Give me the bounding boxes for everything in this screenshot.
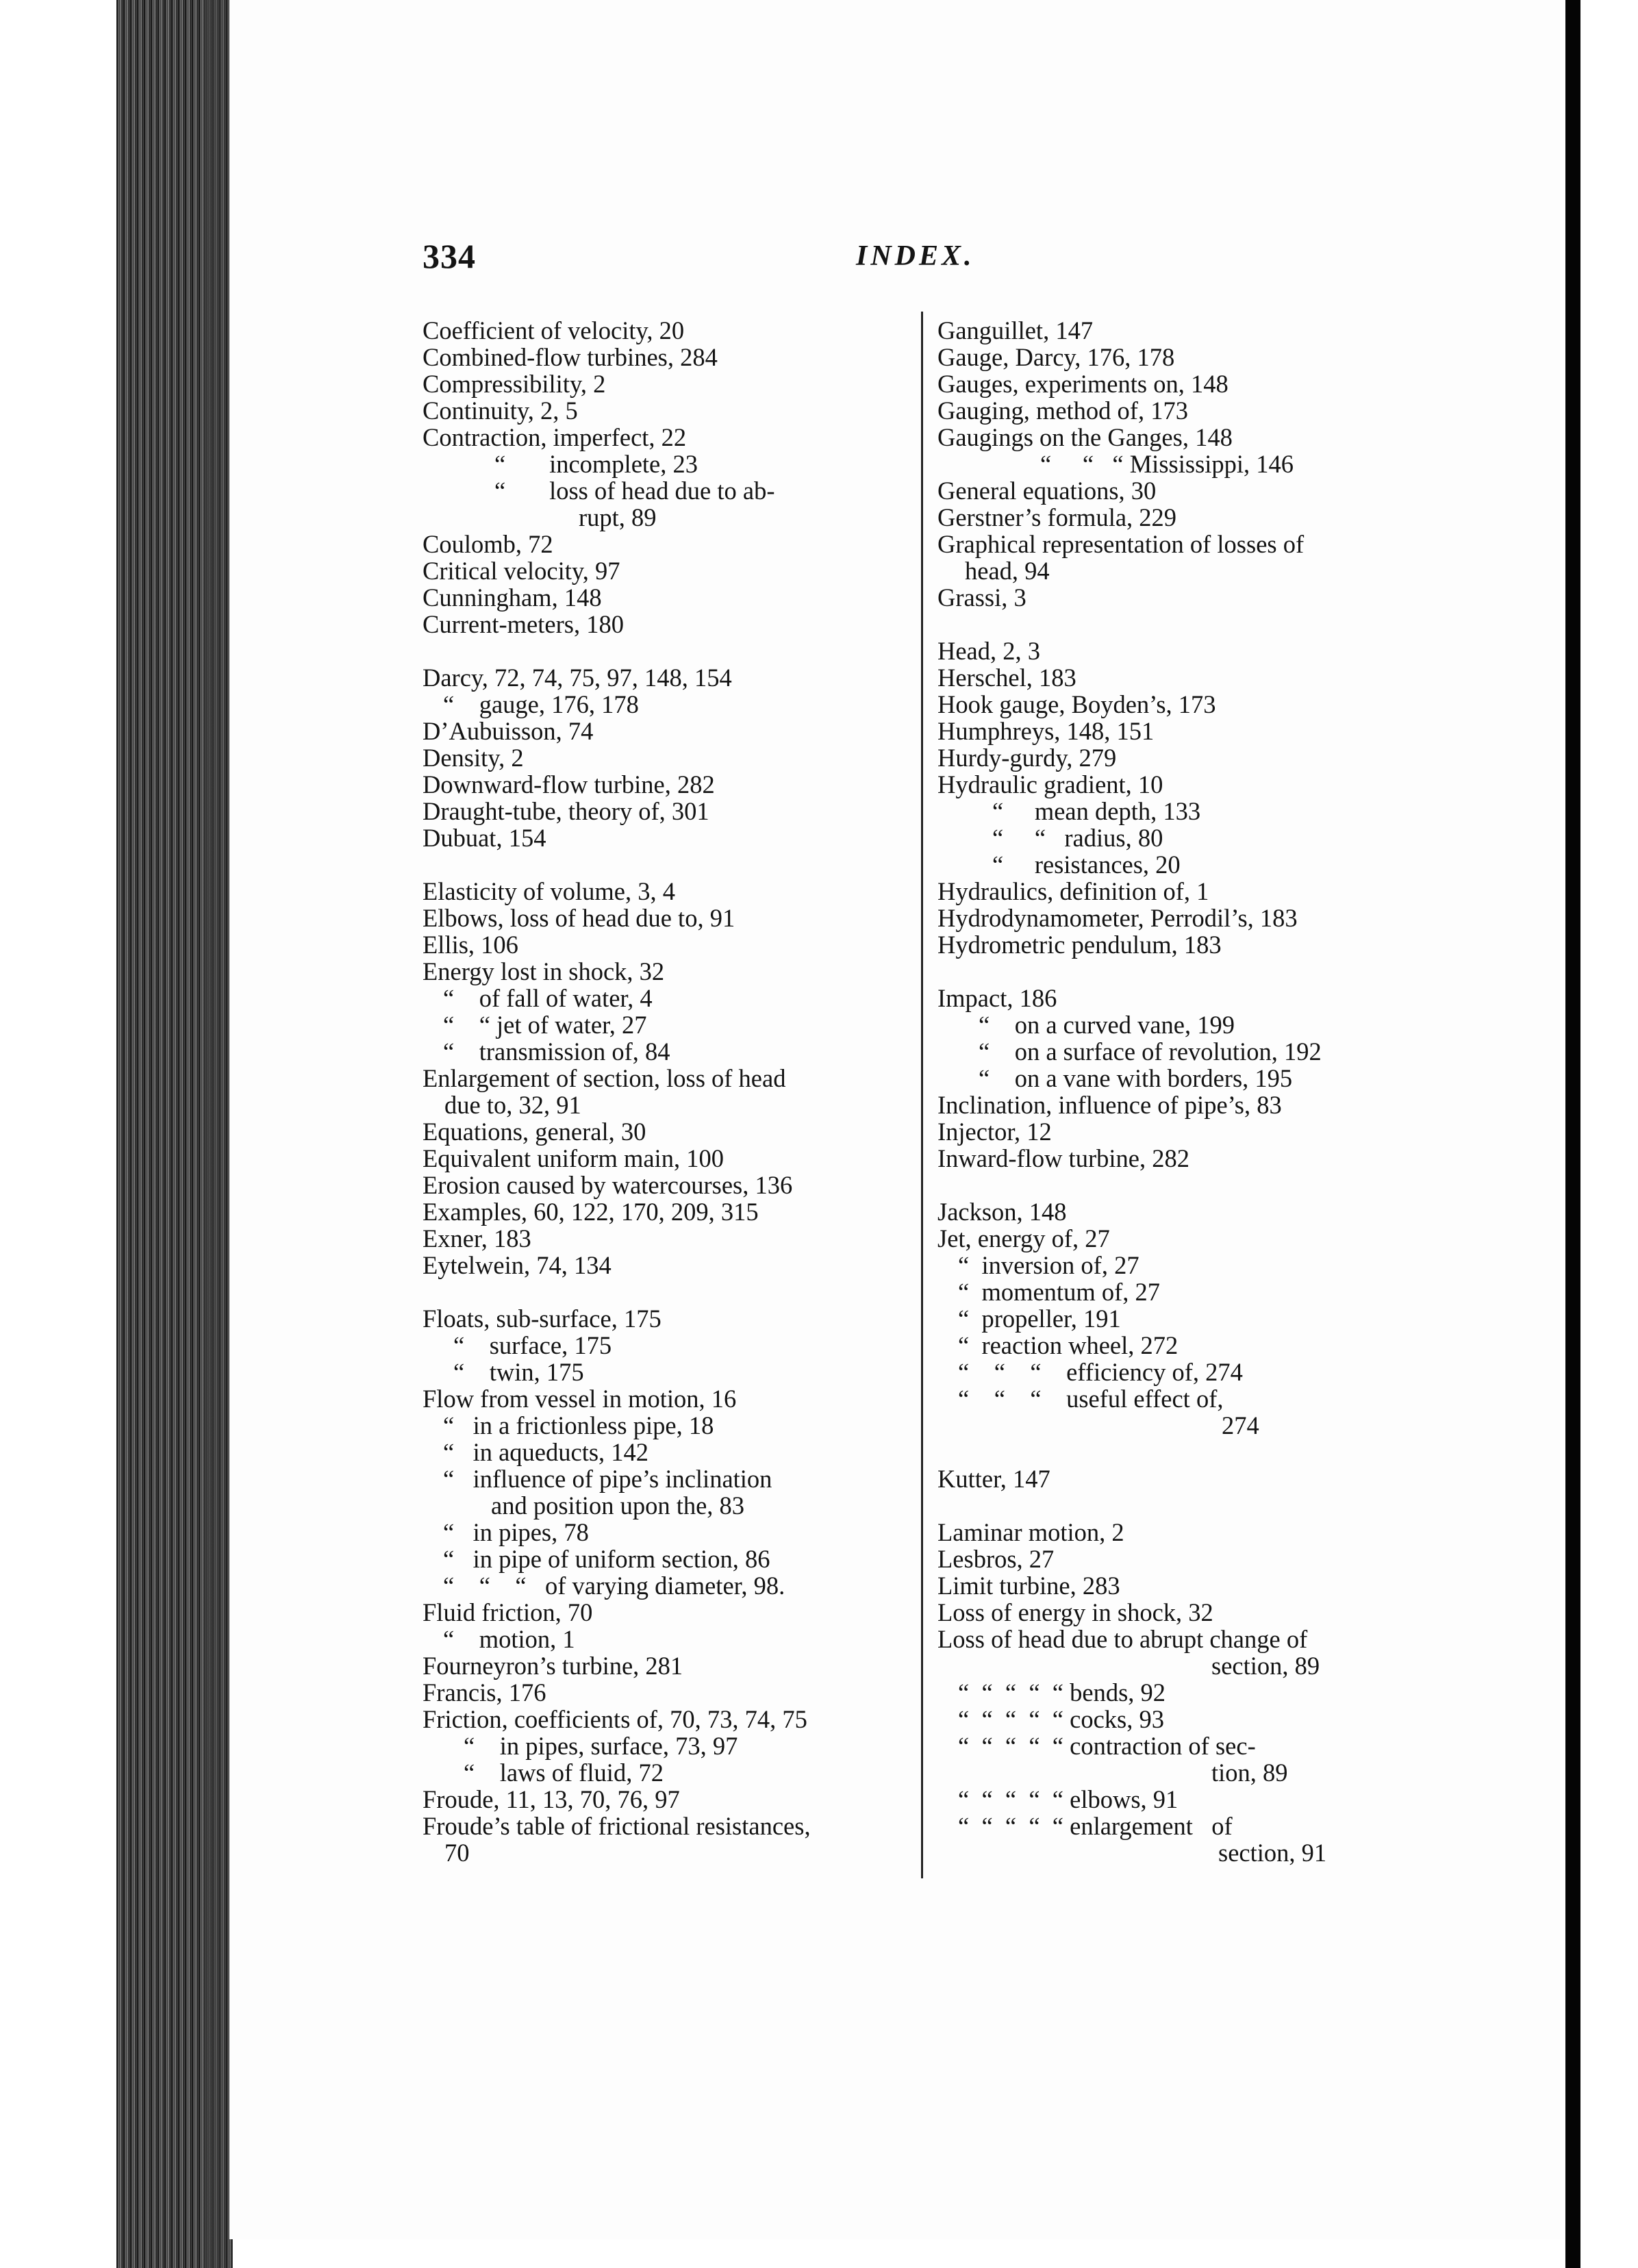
index-entry: Downward-flow turbine, 282 xyxy=(423,770,715,798)
index-entry: Gauging, method of, 173 xyxy=(937,396,1188,425)
index-entry: due to, 32, 91 xyxy=(444,1091,581,1119)
index-entry: Critical velocity, 97 xyxy=(423,557,620,585)
index-entry: “ in aqueducts, 142 xyxy=(443,1438,649,1466)
index-entry: Francis, 176 xyxy=(423,1678,546,1706)
index-entry: “ in pipe of uniform section, 86 xyxy=(443,1545,770,1573)
index-entry: “ “ “ “ “ contraction of sec- xyxy=(958,1732,1256,1760)
index-entry: Loss of energy in shock, 32 xyxy=(937,1598,1213,1626)
index-entry: “ resistances, 20 xyxy=(992,850,1181,879)
index-entry: Herschel, 183 xyxy=(937,664,1076,692)
index-entry: Graphical representation of losses of xyxy=(937,530,1305,558)
index-entry: 70 xyxy=(444,1839,470,1867)
index-entry: Continuity, 2, 5 xyxy=(423,396,578,425)
index-entry: Humphreys, 148, 151 xyxy=(937,717,1155,745)
index-entry: 274 xyxy=(1222,1411,1259,1439)
index-entry: Ellis, 106 xyxy=(423,931,518,959)
index-entry: “ “ “ useful effect of, xyxy=(958,1385,1224,1413)
index-entry: head, 94 xyxy=(965,557,1050,585)
index-entry: Gaugings on the Ganges, 148 xyxy=(937,423,1233,451)
index-entry: “ “ “ “ “ enlargement of xyxy=(958,1812,1233,1840)
index-entry: Contraction, imperfect, 22 xyxy=(423,423,687,451)
index-entry: Hydraulics, definition of, 1 xyxy=(937,877,1209,905)
index-entry: Hydrodynamometer, Perrodil’s, 183 xyxy=(937,904,1298,932)
index-entry: Jackson, 148 xyxy=(937,1198,1067,1226)
index-entry: Gauge, Darcy, 176, 178 xyxy=(937,343,1175,371)
index-entry: “ loss of head due to ab- xyxy=(494,477,775,505)
index-entry: Froude’s table of frictional resistances, xyxy=(423,1812,811,1840)
index-entry: “ “ radius, 80 xyxy=(992,824,1163,852)
index-entry: “ propeller, 191 xyxy=(958,1305,1121,1333)
index-entry: “ twin, 175 xyxy=(453,1358,584,1386)
index-entry: Lesbros, 27 xyxy=(937,1545,1055,1573)
index-entry: Energy lost in shock, 32 xyxy=(423,957,665,985)
index-entry: “ momentum of, 27 xyxy=(958,1278,1160,1306)
index-entry: “ mean depth, 133 xyxy=(992,797,1201,825)
column-divider xyxy=(921,312,923,1878)
index-entry: “ of fall of water, 4 xyxy=(443,984,653,1012)
index-entry: “ “ “ Mississippi, 146 xyxy=(1040,450,1294,478)
index-entry: Inward-flow turbine, 282 xyxy=(937,1144,1189,1172)
index-entry: “ reaction wheel, 272 xyxy=(958,1331,1179,1359)
index-entry: Coefficient of velocity, 20 xyxy=(423,316,685,344)
page-number: 334 xyxy=(423,237,476,275)
index-entry: General equations, 30 xyxy=(937,477,1157,505)
index-entry: and position upon the, 83 xyxy=(491,1491,745,1520)
index-entry: “ on a vane with borders, 195 xyxy=(979,1064,1293,1092)
index-entry: Laminar motion, 2 xyxy=(937,1518,1124,1546)
index-entry: Impact, 186 xyxy=(937,984,1057,1012)
index-gap xyxy=(937,1492,1417,1519)
index-entry: “ “ “ “ “ elbows, 91 xyxy=(958,1785,1179,1813)
index-entry: Erosion caused by watercourses, 136 xyxy=(423,1171,793,1199)
index-entry: Kutter, 147 xyxy=(937,1465,1050,1493)
index-entry: Elasticity of volume, 3, 4 xyxy=(423,877,675,905)
index-entry: Injector, 12 xyxy=(937,1118,1052,1146)
index-entry: “ “ “ efficiency of, 274 xyxy=(958,1358,1243,1386)
index-entry: Current-meters, 180 xyxy=(423,610,624,638)
index-entry: Floats, sub-surface, 175 xyxy=(423,1305,662,1333)
index-column-right xyxy=(937,317,1417,1866)
index-gap xyxy=(937,1439,1417,1465)
index-entry: tion, 89 xyxy=(1211,1759,1288,1787)
index-gap xyxy=(423,851,914,878)
index-entry: section, 91 xyxy=(1218,1839,1327,1867)
index-entry: Head, 2, 3 xyxy=(937,637,1041,665)
index-entry: Ganguillet, 147 xyxy=(937,316,1094,344)
index-entry: Gerstner’s formula, 229 xyxy=(937,503,1177,531)
index-entry: Draught-tube, theory of, 301 xyxy=(423,797,709,825)
index-entry: Hydrometric pendulum, 183 xyxy=(937,931,1222,959)
index-entry: section, 89 xyxy=(1211,1652,1320,1680)
index-gap xyxy=(423,638,914,664)
index-entry: Density, 2 xyxy=(423,744,524,772)
index-entry: Dubuat, 154 xyxy=(423,824,546,852)
index-entry: “ in pipes, 78 xyxy=(443,1518,589,1546)
index-column-left xyxy=(423,317,914,1866)
index-entry: Compressibility, 2 xyxy=(423,370,606,398)
book-gutter-shadow xyxy=(205,0,233,2268)
index-entry: Flow from vessel in motion, 16 xyxy=(423,1385,737,1413)
index-entry: Enlargement of section, loss of head xyxy=(423,1064,786,1092)
index-entry: Limit turbine, 283 xyxy=(937,1572,1120,1600)
index-entry: Loss of head due to abrupt change of xyxy=(937,1625,1308,1653)
index-entry: Hook gauge, Boyden’s, 173 xyxy=(937,690,1216,718)
index-entry: Equations, general, 30 xyxy=(423,1118,646,1146)
index-entry: Coulomb, 72 xyxy=(423,530,553,558)
index-gap xyxy=(423,1278,914,1305)
index-entry: Inclination, influence of pipe’s, 83 xyxy=(937,1091,1282,1119)
index-entry: Eytelwein, 74, 134 xyxy=(423,1251,612,1279)
index-entry: Elbows, loss of head due to, 91 xyxy=(423,904,735,932)
index-entry: “ “ “ “ “ cocks, 93 xyxy=(958,1705,1164,1733)
index-entry: “ on a curved vane, 199 xyxy=(979,1011,1235,1039)
index-entry: “ surface, 175 xyxy=(453,1331,612,1359)
index-entry: Gauges, experiments on, 148 xyxy=(937,370,1228,398)
index-entry: Jet, energy of, 27 xyxy=(937,1224,1110,1252)
index-entry: “ laws of fluid, 72 xyxy=(464,1759,664,1787)
index-entry: Friction, coefficients of, 70, 73, 74, 75 xyxy=(423,1705,807,1733)
index-entry: “ “ jet of water, 27 xyxy=(443,1011,647,1039)
index-entry: Fluid friction, 70 xyxy=(423,1598,593,1626)
index-entry: D’Aubuisson, 74 xyxy=(423,717,594,745)
index-entry: Exner, 183 xyxy=(423,1224,531,1252)
index-entry: “ influence of pipe’s inclination xyxy=(443,1465,772,1493)
index-entry: “ incomplete, 23 xyxy=(494,450,698,478)
index-entry: Grassi, 3 xyxy=(937,583,1026,612)
index-entry: “ gauge, 176, 178 xyxy=(443,690,639,718)
index-entry: “ motion, 1 xyxy=(443,1625,575,1653)
index-entry: Hydraulic gradient, 10 xyxy=(937,770,1163,798)
running-head: INDEX. xyxy=(856,240,975,272)
index-gap xyxy=(937,611,1417,638)
index-entry: Fourneyron’s turbine, 281 xyxy=(423,1652,683,1680)
index-entry: “ “ “ of varying diameter, 98. xyxy=(443,1572,785,1600)
index-entry: “ “ “ “ “ bends, 92 xyxy=(958,1678,1166,1706)
index-entry: “ in a frictionless pipe, 18 xyxy=(443,1411,714,1439)
index-entry: Cunningham, 148 xyxy=(423,583,602,612)
index-entry: rupt, 89 xyxy=(579,503,657,531)
index-entry: Froude, 11, 13, 70, 76, 97 xyxy=(423,1785,680,1813)
index-entry: Darcy, 72, 74, 75, 97, 148, 154 xyxy=(423,664,732,692)
index-entry: Combined-flow turbines, 284 xyxy=(423,343,718,371)
index-gap xyxy=(937,1172,1417,1198)
index-entry: “ in pipes, surface, 73, 97 xyxy=(464,1732,738,1760)
index-entry: “ on a surface of revolution, 192 xyxy=(979,1037,1322,1066)
index-entry: “ inversion of, 27 xyxy=(958,1251,1139,1279)
index-entry: Examples, 60, 122, 170, 209, 315 xyxy=(423,1198,759,1226)
index-entry: Equivalent uniform main, 100 xyxy=(423,1144,724,1172)
index-entry: Hurdy-gurdy, 279 xyxy=(937,744,1117,772)
index-gap xyxy=(937,958,1417,985)
book-right-edge xyxy=(1565,0,1580,2268)
index-entry: “ transmission of, 84 xyxy=(443,1037,670,1066)
